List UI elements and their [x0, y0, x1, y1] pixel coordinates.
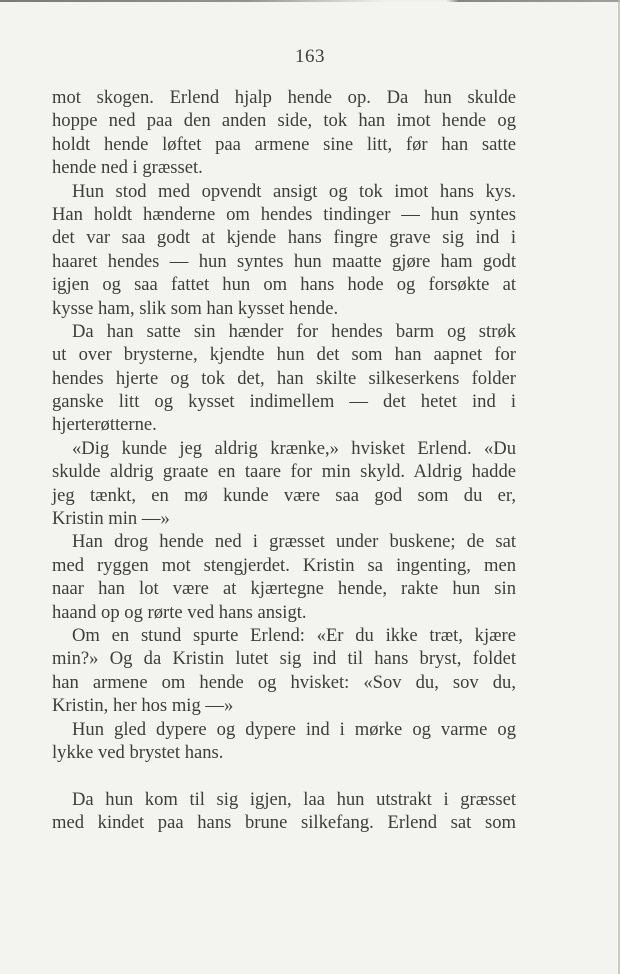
text-line: mot skogen. Erlend hjalp hende op. Da hun skulde — [52, 87, 516, 108]
text-line: med kindet paa hans brune silkefang. Erlend sat som — [52, 812, 516, 834]
body-text — [52, 86, 516, 835]
text-line: holdt hende løftet paa armene sine litt, før han satte — [52, 133, 516, 155]
paragraph-8 — [52, 788, 516, 835]
text-line: Hun stod med opvendt ansigt og tok imot hans kys. — [72, 180, 516, 202]
text-line: min?» Og da Kristin lutet sig ind til hans bryst, foldet — [52, 648, 516, 670]
paragraph-3 — [52, 320, 516, 437]
text-line: Kristin, her hos mig —» — [52, 695, 234, 717]
text-line: haaret hendes — hun syntes hun maatte gjøre ham godt — [52, 250, 516, 272]
text-line: hjerterøtterne. — [52, 414, 157, 436]
page-number: 163 — [295, 46, 325, 67]
text-line: naar han lot være at kjærtegne hende, rakte hun sin — [52, 578, 516, 600]
text-line: igjen og saa fattet hun om hans hode og forsøkte at — [52, 274, 516, 296]
text-line: han armene om hende og hvisket: «Sov du, sov du, — [52, 671, 516, 693]
text-line: ganske litt og kysset indimellem — det hetet ind i — [52, 391, 516, 413]
paragraph-1 — [52, 86, 516, 180]
text-line: jeg tænkt, en mø kunde være saa god som du er, — [52, 484, 516, 506]
text-line: lykke ved brystet hans. — [52, 741, 224, 763]
text-line: Han drog hende ned i græsset under buskene; de sat — [72, 531, 516, 553]
paragraph-5 — [52, 530, 516, 624]
text-line: kysse ham, slik som han kysset hende. — [52, 297, 339, 319]
text-line: med ryggen mot stengjerdet. Kristin sa ingenting, men — [52, 554, 516, 576]
text-line: Hun gled dypere og dypere ind i mørke og varme og — [72, 718, 516, 740]
text-line: det var saa godt at kjende hans fingre grave sig ind i — [52, 227, 516, 249]
text-line: Da hun kom til sig igjen, laa hun utstrakt i græsset — [72, 788, 516, 810]
paragraph-4 — [52, 437, 516, 531]
text-line: Om en stund spurte Erlend: «Er du ikke træt, kjære — [72, 624, 516, 646]
text-line: «Dig kunde jeg aldrig krænke,» hvisket Erlend. «Du — [72, 437, 516, 459]
text-line: hendes hjerte og tok det, han skilte silkeserkens folder — [52, 367, 516, 389]
text-line: hoppe ned paa den anden side, tok han imot hende og — [52, 110, 516, 132]
text-line: Han holdt hænderne om hendes tindinger — hun syntes — [52, 203, 516, 225]
text-line: Kristin min —» — [52, 508, 170, 530]
text-line: ut over brysterne, kjendte hun det som han aapnet for — [52, 344, 516, 366]
text-line: haand op og rørte ved hans ansigt. — [52, 601, 307, 623]
text-line: hende ned i græsset. — [52, 157, 203, 179]
paragraph-2 — [52, 180, 516, 320]
paragraph-7 — [52, 718, 516, 765]
text-line: Da han satte sin hænder for hendes barm og strøk — [72, 320, 516, 342]
scan-top-edge — [0, 0, 620, 2]
text-line: skulde aldrig graate en taare for min skyld. Aldrig hadde — [52, 461, 516, 483]
paragraph-6 — [52, 624, 516, 718]
section-break — [52, 764, 516, 787]
